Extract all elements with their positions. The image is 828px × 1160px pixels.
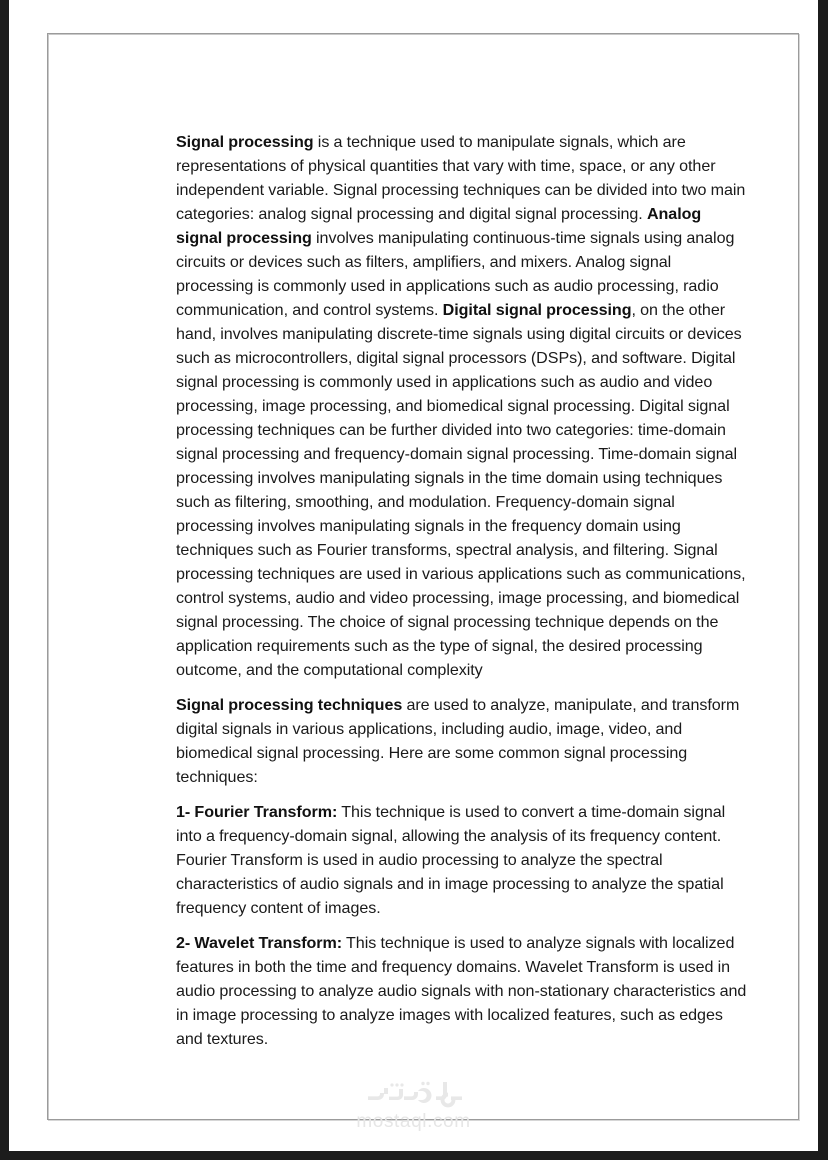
- technique-1-fourier-transform: [176, 800, 750, 920]
- techniques-intro-paragraph: [176, 693, 750, 789]
- technique-2-wavelet-transform: [176, 931, 750, 1051]
- paragraph-text-run: is a technique used to manipulate signals, which are representations of physical quantities that vary with time, space, or any other independent variable. Signal processing techniques can be divided into two main categories: analog signal processing and digital signal processing.: [176, 133, 746, 223]
- mostaql-logo-icon: [9, 1078, 818, 1108]
- intro-paragraph: [176, 130, 750, 682]
- paragraph-bold-run: 2- Wavelet Transform:: [176, 934, 343, 952]
- page-border-frame: [47, 33, 799, 1120]
- paragraph-text-run: This technique is used to analyze signals with localized features in both the time and frequency domains. Wavelet Transform is used in audio processing to analyze audio signals with non-stationary characteristics and in image processing to analyze images with localized features, such as edges and textures.: [176, 934, 747, 1048]
- paragraph-bold-run: Signal processing techniques: [176, 696, 403, 714]
- paragraph-text-run: involves manipulating continuous-time signals using analog circuits or devices such as filters, amplifiers, and mixers. Analog signal processing is commonly used in applications such as audio processing, radio communication, and control systems.: [176, 229, 735, 319]
- document-body: [176, 130, 750, 1051]
- paragraph-bold-run: Digital signal processing: [442, 301, 632, 319]
- paragraph-text-run: are used to analyze, manipulate, and transform digital signals in various applications, including audio, image, video, and biomedical signal processing. Here are some common signal processing techniques:: [176, 696, 740, 786]
- paragraph-bold-run: Signal processing: [176, 133, 314, 151]
- watermark-domain-text: mostaql.com: [356, 1111, 471, 1132]
- paragraph-bold-run: 1- Fourier Transform:: [176, 803, 338, 821]
- paragraph-text-run: This technique is used to convert a time-domain signal into a frequency-domain signal, allowing the analysis of its frequency content. Fourier Transform is used in audio processing to analyze the spectral characteristics of audio signals and in image processing to analyze the spatial frequency content of images.: [176, 803, 726, 917]
- backdrop-band-bottom: [0, 1151, 828, 1160]
- backdrop-band-right: [818, 0, 828, 1160]
- paragraph-text-run: , on the other hand, involves manipulating discrete-time signals using digital circuits or devices such as microcontrollers, digital signal processors (DSPs), and software. Digital signal processing is commonly used in applications such as audio and video processing, image processing, and biomedical signal processing. Digital signal processing techniques can be further divided into two categories: time-domain signal processing and frequency-domain signal processing. Time-domain signal processing involves manipulating signals in the time domain using techniques such as filtering, smoothing, and modulation. Frequency-domain signal processing involves manipulating signals in the frequency domain using techniques such as Fourier transforms, spectral analysis, and filtering. Signal processing techniques are used in various applications such as communications, control systems, audio and video processing, image processing, and biomedical signal processing. The choice of signal processing technique depends on the application requirements such as the type of signal, the desired processing outcome, and the computational complexity: [176, 301, 746, 679]
- watermark: [9, 1078, 818, 1133]
- document-page: [9, 0, 818, 1151]
- paragraph-bold-run: Analog signal processing: [176, 205, 702, 247]
- backdrop-band-left: [0, 0, 9, 1160]
